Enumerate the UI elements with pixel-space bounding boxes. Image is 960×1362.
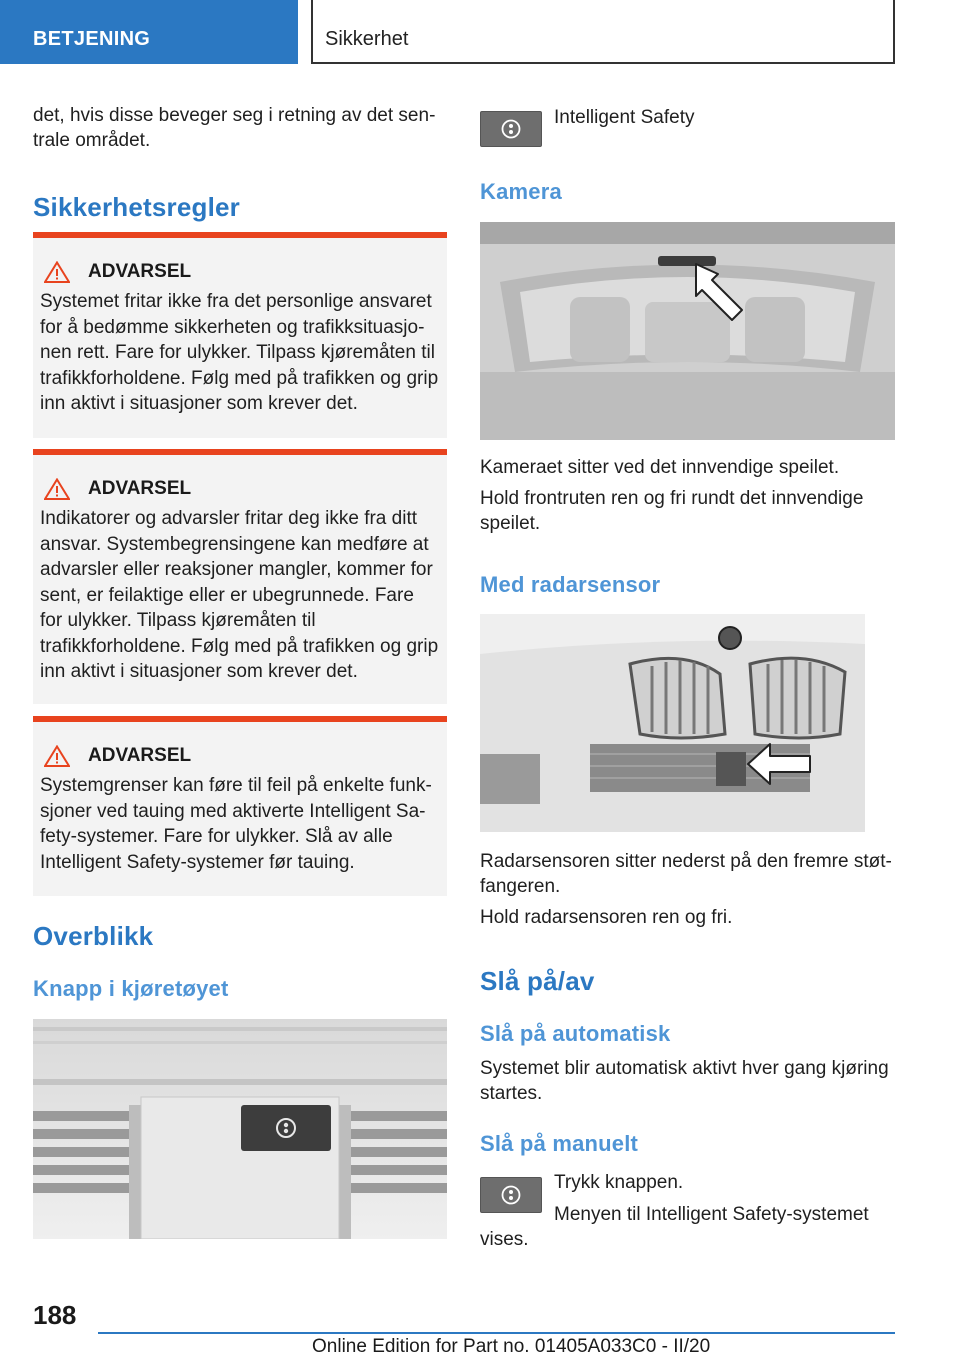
heading-auto-on: Slå på automatisk — [480, 1021, 671, 1046]
warning-text: Indikatorer og advarsler fritar deg ikke fra ditt ansvar. Systembegrensingene kan medføre at advarsler eller reaksjoner mangler, kommer for sent, er feilaktige eller er ubegrunnede. Fare for ulykker. Tilpass kjøremåten til trafikkforholdene. Følg med på trafikken og grip inn aktivt i situasjoner som krever det. — [40, 508, 439, 682]
auto-on-text: Systemet blir automatisk aktivt hver gang kjøring startes. — [480, 1058, 889, 1104]
camera-clean-text: Hold frontruten ren og fri rundt det innvendige speilet. — [480, 488, 864, 534]
section-title: Sikkerhet — [325, 28, 409, 50]
chapter-tab — [0, 0, 298, 64]
heading-safety-rules: Sikkerhetsregler — [33, 192, 240, 222]
heading-overview: Overblikk — [33, 921, 154, 951]
warning-header — [44, 475, 439, 503]
warning-box — [33, 716, 447, 896]
chapter-title: BETJENING — [33, 28, 151, 50]
page-number: 188 — [33, 1300, 77, 1330]
camera-location-figure — [480, 222, 895, 440]
dashboard-button-figure — [33, 1019, 447, 1239]
heading-on-off: Slå på/av — [480, 966, 595, 996]
warning-title: ADVARSEL — [88, 261, 192, 282]
camera-location-text: Kameraet sitter ved det innvendige speilet. — [480, 457, 840, 478]
warning-triangle-icon — [44, 745, 70, 767]
warning-header — [44, 742, 439, 770]
heading-radar: Med radarsensor — [480, 572, 661, 597]
footer-edition: Online Edition for Part no. 01405A033C0 - II/20 — [312, 1336, 711, 1357]
warning-box — [33, 232, 447, 438]
heading-camera: Kamera — [480, 179, 562, 204]
heading-manual-on: Slå på manuelt — [480, 1131, 639, 1156]
section-tab — [311, 0, 895, 64]
footer-divider — [98, 1332, 895, 1334]
intelligent-safety-button-icon — [480, 111, 542, 147]
manual-step-text: Trykk knappen. — [554, 1172, 684, 1193]
warning-triangle-icon — [44, 478, 70, 500]
radar-location-text: Radarsensoren sitter nederst på den fremre støtfangeren. — [480, 851, 892, 897]
warning-triangle-icon — [44, 261, 70, 283]
intro-text: det, hvis disse beveger seg i retning av det sen- trale området. — [33, 105, 436, 151]
subheading-vehicle-button: Knapp i kjøretøyet — [33, 976, 229, 1001]
button-label: Intelligent Safety — [554, 107, 695, 128]
warning-text: Systemgrenser kan føre til feil på enkelte funksjoner ved tauing med aktiverte Intelligent Safety-systemer. Fare for ulykker. Slå av alle Intelligent Safety-systemer før tauing. — [40, 775, 432, 873]
radar-clean-text: Hold radarsensoren ren og fri. — [480, 907, 733, 928]
warning-text: Systemet fritar ikke fra det personlige ansvaret for å bedømme sikkerheten og trafikksituasjonen rett. Fare for ulykker. Tilpass kjøremåten til trafikkforholdene. Følg med på trafikken og grip inn aktivt i situasjoner som krever det. — [40, 291, 439, 414]
radar-sensor-figure — [480, 614, 865, 832]
warning-header — [44, 258, 439, 286]
intelligent-safety-icon — [500, 118, 522, 140]
warning-title: ADVARSEL — [88, 478, 192, 499]
warning-title: ADVARSEL — [88, 745, 192, 766]
warning-box — [33, 449, 447, 704]
manual-result-text: Menyen til Intelligent Safety-systemet vises. — [480, 1204, 869, 1250]
